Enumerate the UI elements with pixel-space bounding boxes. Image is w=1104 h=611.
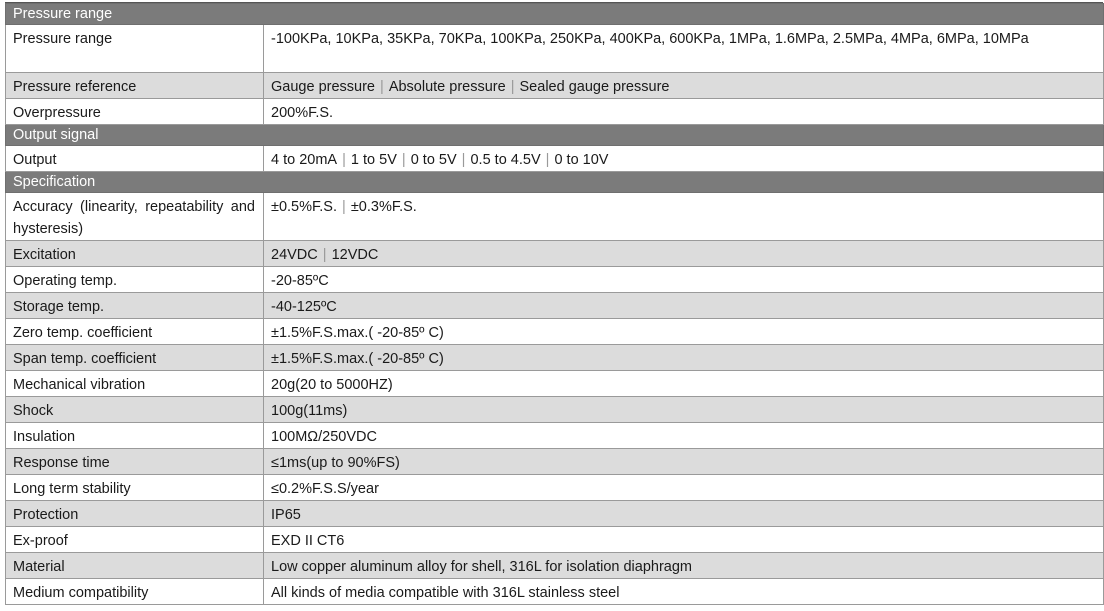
spec-value: EXD II CT6 xyxy=(264,527,1104,553)
section-header-row xyxy=(6,172,1104,193)
spec-value: All kinds of media compatible with 316L stainless steel xyxy=(264,579,1104,605)
section-header-row xyxy=(6,4,1104,25)
spec-row xyxy=(6,579,1104,605)
spec-table-body xyxy=(6,4,1104,605)
section-title: Specification xyxy=(6,172,1104,193)
spec-value-part: 12VDC xyxy=(331,247,379,263)
spec-label: Accuracy (linearity, repeatability and hysteresis) xyxy=(6,193,264,241)
separator: | xyxy=(541,152,554,168)
spec-label: Excitation xyxy=(6,241,264,267)
separator: | xyxy=(338,199,350,215)
spec-row xyxy=(6,319,1104,345)
spec-value: ≤1ms(up to 90%FS) xyxy=(264,449,1104,475)
spec-row xyxy=(6,193,1104,241)
spec-value: -100KPa, 10KPa, 35KPa, 70KPa, 100KPa, 250KPa, 400KPa, 600KPa, 1MPa, 1.6MPa, 2.5MPa, 4MPa, 6MPa, 10MPa xyxy=(264,25,1104,73)
spec-value-part: 0 to 10V xyxy=(554,152,609,168)
spec-row xyxy=(6,553,1104,579)
spec-label: Material xyxy=(6,553,264,579)
spec-value xyxy=(264,193,1104,241)
spec-row xyxy=(6,293,1104,319)
spec-value-part: Gauge pressure xyxy=(271,79,375,95)
spec-value: 100MΩ/250VDC xyxy=(264,423,1104,449)
spec-value: Low copper aluminum alloy for shell, 316L for isolation diaphragm xyxy=(264,553,1104,579)
spec-row xyxy=(6,475,1104,501)
spec-value: -40-125ºC xyxy=(264,293,1104,319)
separator: | xyxy=(397,152,410,168)
spec-row xyxy=(6,449,1104,475)
spec-value-part: 24VDC xyxy=(271,247,318,263)
section-header-row xyxy=(6,125,1104,146)
spec-value: 100g(11ms) xyxy=(264,397,1104,423)
spec-value: -20-85ºC xyxy=(264,267,1104,293)
spec-label: Span temp. coefficient xyxy=(6,345,264,371)
spec-row xyxy=(6,527,1104,553)
spec-value: ±1.5%F.S.max.( -20-85º C) xyxy=(264,319,1104,345)
spec-label: Ex-proof xyxy=(6,527,264,553)
spec-row xyxy=(6,345,1104,371)
spec-label: Zero temp. coefficient xyxy=(6,319,264,345)
spec-row xyxy=(6,423,1104,449)
spec-row xyxy=(6,73,1104,99)
spec-label: Overpressure xyxy=(6,99,264,125)
spec-value-part: 1 to 5V xyxy=(350,152,397,168)
spec-value-part: 0.5 to 4.5V xyxy=(470,152,541,168)
spec-table xyxy=(5,3,1104,605)
spec-row xyxy=(6,501,1104,527)
spec-label: Insulation xyxy=(6,423,264,449)
spec-value xyxy=(264,241,1104,267)
spec-row xyxy=(6,397,1104,423)
section-title: Pressure range xyxy=(6,4,1104,25)
spec-table-container xyxy=(5,3,1103,605)
spec-value: IP65 xyxy=(264,501,1104,527)
spec-value-part: Sealed gauge pressure xyxy=(519,79,670,95)
spec-label: Pressure reference xyxy=(6,73,264,99)
spec-value-part: Absolute pressure xyxy=(388,79,506,95)
spec-row xyxy=(6,267,1104,293)
spec-value: ≤0.2%F.S.S/year xyxy=(264,475,1104,501)
spec-value-part: 4 to 20mA xyxy=(271,152,338,168)
spec-label: Storage temp. xyxy=(6,293,264,319)
spec-value-part: ±0.3%F.S. xyxy=(350,199,417,215)
spec-value-part: 0 to 5V xyxy=(410,152,457,168)
spec-label: Mechanical vibration xyxy=(6,371,264,397)
separator: | xyxy=(318,247,331,263)
spec-label: Operating temp. xyxy=(6,267,264,293)
spec-row xyxy=(6,241,1104,267)
spec-value: 200%F.S. xyxy=(264,99,1104,125)
section-title: Output signal xyxy=(6,125,1104,146)
spec-value: ±1.5%F.S.max.( -20-85º C) xyxy=(264,345,1104,371)
spec-label: Shock xyxy=(6,397,264,423)
spec-row xyxy=(6,99,1104,125)
spec-label: Pressure range xyxy=(6,25,264,73)
spec-row xyxy=(6,25,1104,73)
spec-label: Long term stability xyxy=(6,475,264,501)
separator: | xyxy=(375,79,388,95)
separator: | xyxy=(457,152,470,168)
spec-label: Response time xyxy=(6,449,264,475)
spec-row xyxy=(6,146,1104,172)
separator: | xyxy=(506,79,519,95)
spec-label: Protection xyxy=(6,501,264,527)
spec-value xyxy=(264,146,1104,172)
spec-value xyxy=(264,73,1104,99)
spec-label: Output xyxy=(6,146,264,172)
spec-value-part: ±0.5%F.S. xyxy=(271,199,337,215)
spec-row xyxy=(6,371,1104,397)
separator: | xyxy=(338,152,350,168)
spec-label: Medium compatibility xyxy=(6,579,264,605)
spec-value: 20g(20 to 5000HZ) xyxy=(264,371,1104,397)
